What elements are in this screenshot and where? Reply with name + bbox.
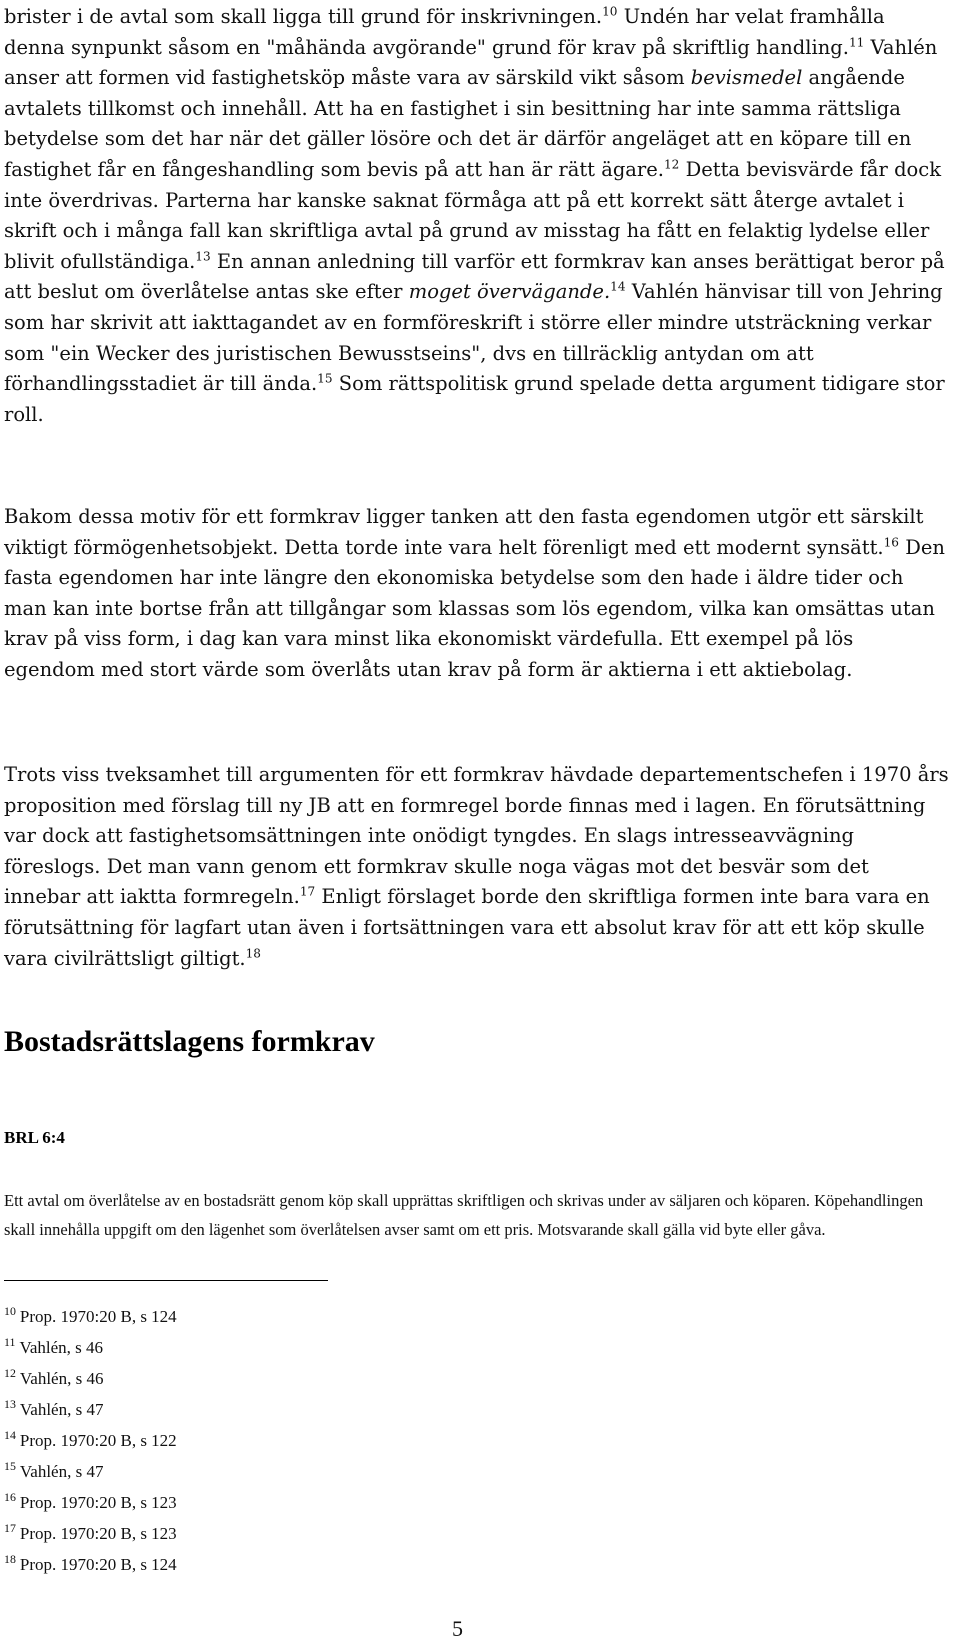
paragraph-text: Vahlén anser att formen vid fastighetsköp måste vara av särskild vikt såsom <box>4 35 938 90</box>
footnote-ref-13[interactable]: 13 <box>195 249 211 264</box>
footnote-text: Prop. 1970:20 B, s 123 <box>19 1524 177 1543</box>
footnote-item <box>4 1301 177 1332</box>
footnote-ref-17[interactable]: 17 <box>299 884 316 899</box>
footnote-list <box>4 1301 177 1580</box>
footnote-ref-15[interactable]: 15 <box>317 371 333 386</box>
footnote-number: 10 <box>4 1304 16 1319</box>
footnote-number: 17 <box>4 1521 16 1536</box>
paragraph-text: Som rättspolitisk grund spelade detta argument tidigare stor roll. <box>4 372 945 426</box>
footnote-text: Prop. 1970:20 B, s 123 <box>19 1493 177 1512</box>
footnote-text: Prop. 1970:20 B, s 122 <box>19 1431 177 1450</box>
page-number: 5 <box>452 1616 463 1641</box>
paragraph-text: Detta bevisvärde får dock inte överdrivas. Parterna har kanske saknat förmåga att på ett korrekt sätt återge avtalet i skrift och i många fall kan skriftliga avtal på grund av misstag ha fått en felaktig lydelse eller blivit ofullständiga. <box>4 157 942 273</box>
paragraph-text: Undén har velat framhålla denna synpunkt såsom en "måhända avgörande" grund för krav på skriftlig handling. <box>4 5 885 59</box>
footnote-ref-14[interactable]: 14 <box>610 279 626 294</box>
footnote-item <box>4 1549 177 1580</box>
body-paragraph-1 <box>4 2 950 430</box>
footnote-item <box>4 1456 177 1487</box>
paragraph-text: angående avtalets tillkomst och innehåll. Att ha en fastighet i sin besittning har inte samma rättsliga betydelse som det har när det gäller lösöre och det är därför angeläget att en köpare till en fastighet får en fångeshandling som bevis på att han är rätt ägare. <box>4 66 912 181</box>
footnote-separator <box>4 1280 328 1281</box>
emphasized-term: moget övervägande. <box>408 280 611 304</box>
footnote-number: 12 <box>4 1366 16 1381</box>
footnote-number: 11 <box>4 1335 16 1350</box>
footnote-number: 13 <box>4 1397 16 1412</box>
paragraph-text: brister i de avtal som skall ligga till grund för inskrivningen. <box>4 5 603 28</box>
footnote-text: Vahlén, s 46 <box>19 1338 104 1357</box>
paragraph-text: Enligt förslaget borde den skriftliga formen inte bara vara en förutsättning för lagfart utan även i fortsättningen vara ett absolut krav för att ett köp skulle vara civilrättsligt giltigt. <box>4 885 930 970</box>
body-paragraph-2 <box>4 502 950 686</box>
statute-heading: BRL 6:4 <box>4 1128 65 1147</box>
footnote-ref-18[interactable]: 18 <box>245 946 261 961</box>
section-heading: Bostadsrättslagens formkrav <box>4 1025 375 1058</box>
footnote-text: Vahlén, s 46 <box>19 1369 104 1388</box>
footnote-text: Vahlén, s 47 <box>19 1400 104 1419</box>
paragraph-text: Trots viss tveksamhet till argumenten för ett formkrav hävdade departementschefen i 1970 års proposition med förslag till ny JB att en formregel borde finnas med i lagen. En förutsättning var dock att fastighetsomsättningen inte onödigt tyngdes. En slags intresseavvägning föreslogs. Det man vann genom ett formkrav skulle noga vägas mot det besvär som det innebar att iaktta formregeln. <box>4 763 949 909</box>
paragraph-text: Vahlén hänvisar till von Jehring som har skrivit att iakttagandet av en formföreskrift i större eller mindre utsträckning verkar som "ein Wecker des juristischen Bewusstseins", dvs en tillräcklig antydan om att förhandlingsstadiet är till ända. <box>4 280 943 396</box>
footnote-text: Vahlén, s 47 <box>19 1462 104 1481</box>
footnote-item <box>4 1518 177 1549</box>
footnote-text: Prop. 1970:20 B, s 124 <box>19 1555 177 1574</box>
footnote-ref-12[interactable]: 12 <box>664 157 680 172</box>
body-paragraph-3 <box>4 760 950 974</box>
footnote-item <box>4 1425 177 1456</box>
emphasized-term: bevismedel <box>690 66 803 90</box>
paragraph-text: En annan anledning till varför ett formkrav kan anses berättigat beror på att beslut om överlåtelse antas ske efter <box>4 249 945 304</box>
footnote-item <box>4 1363 177 1394</box>
paragraph-text: Bakom dessa motiv för ett formkrav ligger tanken att den fasta egendomen utgör ett särskilt viktigt förmögenhetsobjekt. Detta torde inte vara helt förenligt med ett modernt synsätt. <box>4 505 924 559</box>
footnote-item <box>4 1487 177 1518</box>
paragraph-text: Den fasta egendomen har inte längre den ekonomiska betydelse som den hade i äldre tider och man kan inte bortse från att tillgångar som klassas som lös egendom, vilka kan omsättas utan krav på viss form, i dag kan vara minst lika ekonomiskt värdefulla. Ett exempel på lös egendom med stort värde som överlåts utan krav på form är aktierna i ett aktiebolag. <box>4 535 945 681</box>
footnote-number: 14 <box>4 1428 16 1443</box>
footnote-ref-16[interactable]: 16 <box>883 535 899 550</box>
footnote-text: Prop. 1970:20 B, s 124 <box>19 1307 177 1326</box>
footnote-number: 15 <box>4 1459 16 1474</box>
footnote-item <box>4 1332 177 1363</box>
footnote-ref-11[interactable]: 11 <box>848 35 865 50</box>
footnote-number: 16 <box>4 1490 16 1505</box>
statute-text: Ett avtal om överlåtelse av en bostadsrätt genom köp skall upprättas skriftligen och skrivas under av säljaren och köparen. Köpehandlingen skall innehålla uppgift om den lägenhet som överlåtelsen avser samt om ett pris. Motsvarande skall gälla vid byte eller gåva. <box>4 1191 924 1239</box>
footnote-ref-10[interactable]: 10 <box>602 4 618 19</box>
footnote-item <box>4 1394 177 1425</box>
footnote-number: 18 <box>4 1552 16 1567</box>
